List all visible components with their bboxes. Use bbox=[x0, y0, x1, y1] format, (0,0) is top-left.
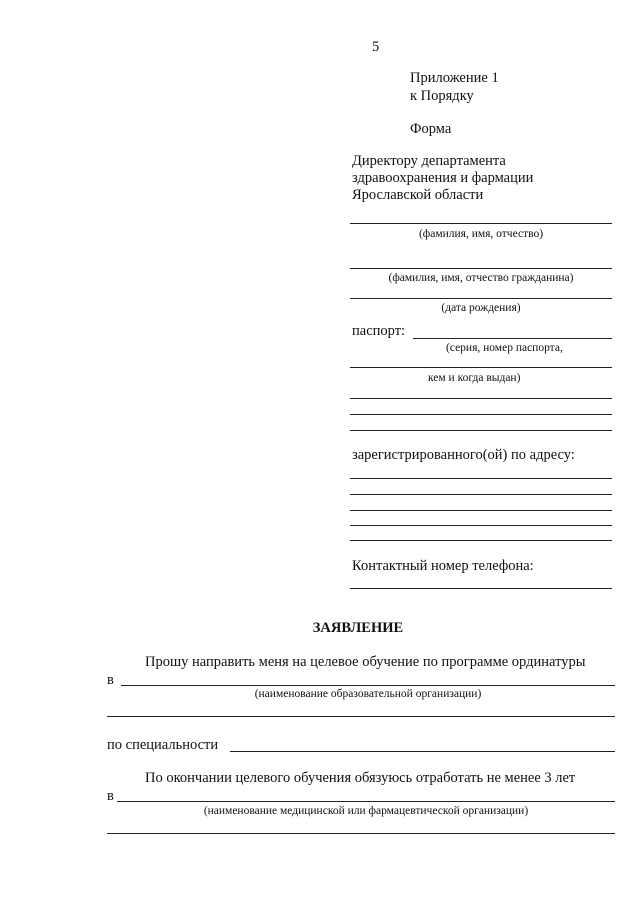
specialty-label: по специальности bbox=[107, 737, 219, 753]
page-number: 5 bbox=[372, 39, 380, 55]
addressee-line3: Ярославской области bbox=[352, 187, 484, 203]
addressee-line1: Директору департамента bbox=[352, 153, 506, 169]
phone-line[interactable] bbox=[350, 588, 612, 589]
address-line-1[interactable] bbox=[350, 478, 612, 479]
request-text: Прошу направить меня на целевое обучение по программе ординатуры bbox=[145, 654, 586, 670]
in-label-2: в bbox=[107, 788, 114, 804]
address-line-3[interactable] bbox=[350, 510, 612, 511]
address-line-5[interactable] bbox=[350, 540, 612, 541]
citizen-name-hint: (фамилия, имя, отчество гражданина) bbox=[388, 272, 574, 284]
form-label: Форма bbox=[410, 121, 452, 137]
birth-date-hint: (дата рождения) bbox=[441, 302, 521, 314]
appendix-line1: Приложение 1 bbox=[410, 70, 499, 86]
medical-org-extra-line[interactable] bbox=[107, 833, 615, 834]
education-org-hint: (наименование образовательной организации) bbox=[254, 688, 482, 700]
address-line-4[interactable] bbox=[350, 525, 612, 526]
appendix-line2: к Порядку bbox=[410, 88, 474, 104]
passport-extra-line-2[interactable] bbox=[350, 414, 612, 415]
statement-title: ЗАЯВЛЕНИЕ bbox=[312, 620, 404, 636]
phone-label: Контактный номер телефона: bbox=[352, 558, 534, 574]
education-org-line[interactable] bbox=[121, 685, 615, 686]
address-line-2[interactable] bbox=[350, 494, 612, 495]
medical-org-hint: (наименование медицинской или фармацевтической организации) bbox=[203, 805, 529, 817]
passport-extra-line-3[interactable] bbox=[350, 430, 612, 431]
official-name-hint: (фамилия, имя, отчество) bbox=[418, 228, 544, 240]
passport-extra-line-1[interactable] bbox=[350, 398, 612, 399]
birth-date-line[interactable] bbox=[350, 298, 612, 299]
passport-series-hint: (серия, номер паспорта, bbox=[446, 342, 563, 354]
addressee-line2: здравоохранения и фармации bbox=[352, 170, 534, 186]
registered-label: зарегистрированного(ой) по адресу: bbox=[352, 447, 575, 463]
medical-org-line[interactable] bbox=[117, 801, 615, 802]
education-org-extra-line[interactable] bbox=[107, 716, 615, 717]
passport-series-line[interactable] bbox=[413, 338, 612, 339]
passport-label: паспорт: bbox=[352, 323, 406, 339]
official-name-line[interactable] bbox=[350, 223, 612, 224]
in-label-1: в bbox=[107, 672, 114, 688]
obligation-text: По окончании целевого обучения обязуюсь отработать не менее 3 лет bbox=[145, 770, 576, 786]
citizen-name-line[interactable] bbox=[350, 268, 612, 269]
passport-issued-hint: кем и когда выдан) bbox=[428, 372, 521, 384]
passport-issued-line[interactable] bbox=[350, 367, 612, 368]
specialty-line[interactable] bbox=[230, 751, 615, 752]
